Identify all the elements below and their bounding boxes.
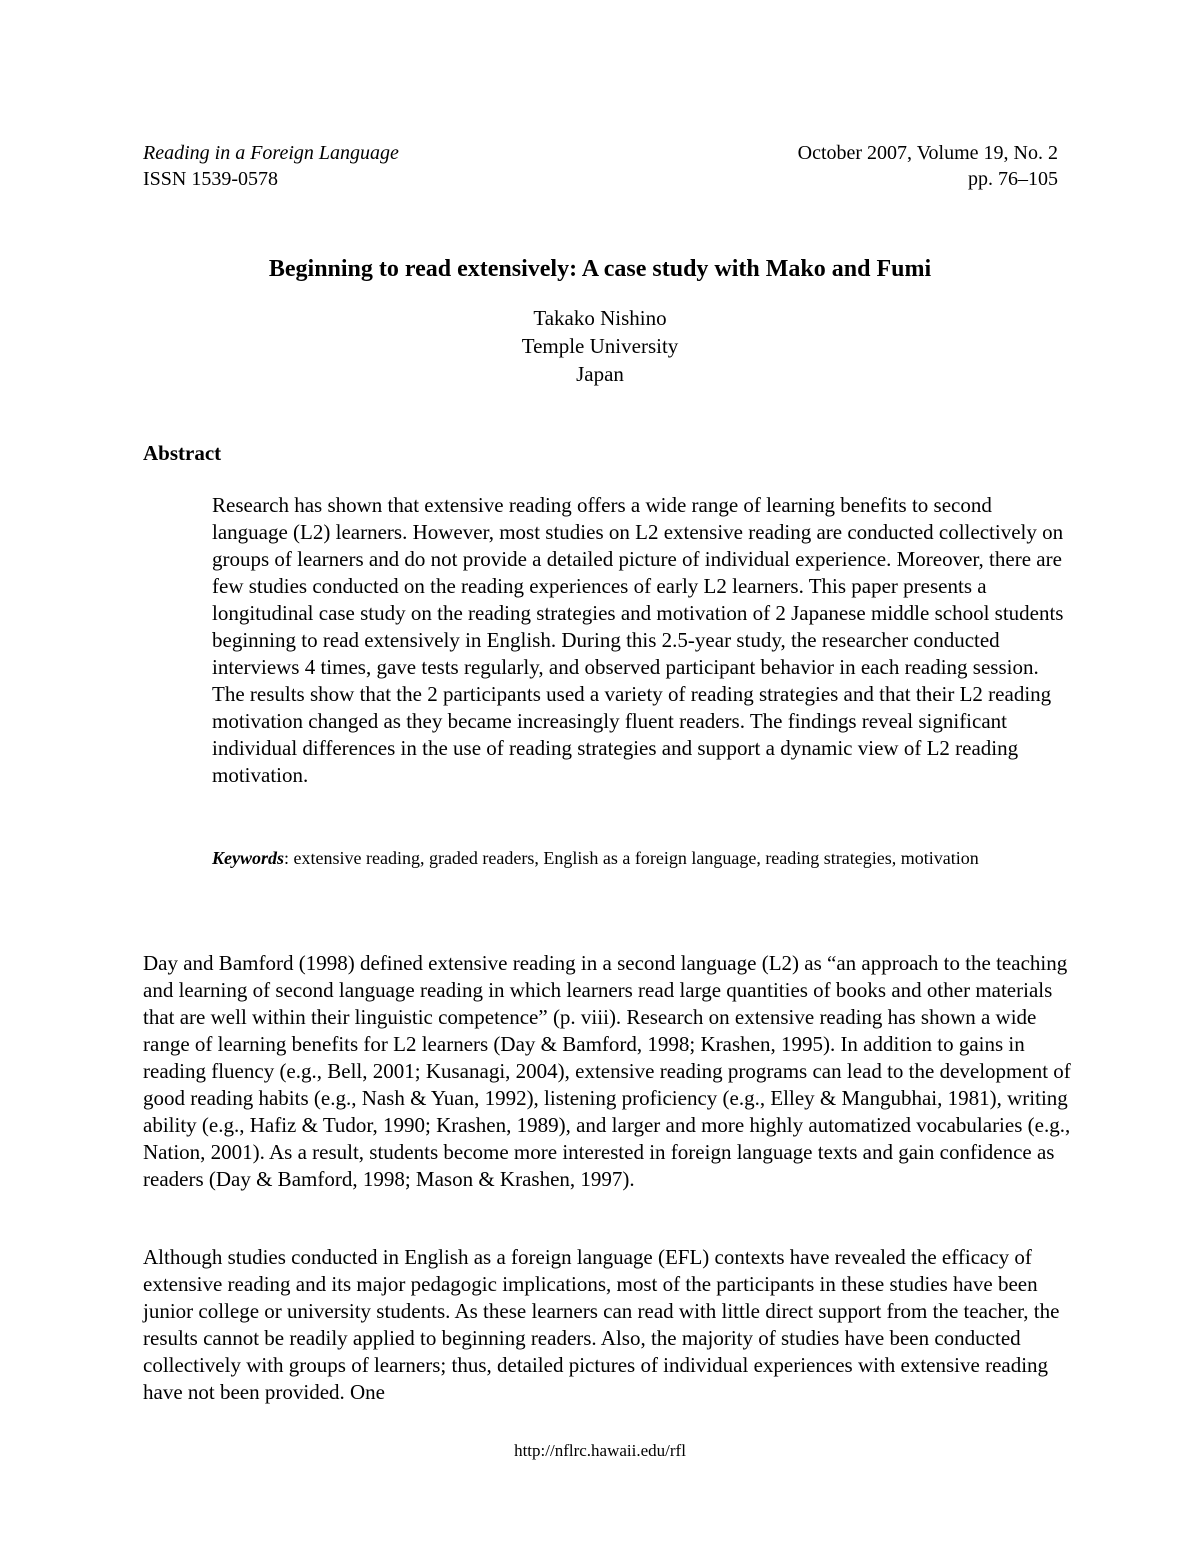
author-name: Takako Nishino: [533, 306, 667, 330]
author-block: [0, 304, 1200, 388]
abstract-heading: Abstract: [143, 441, 222, 465]
running-header-top: [143, 140, 1058, 166]
footer-url[interactable]: http://nflrc.hawaii.edu/rfl: [514, 1441, 686, 1460]
keywords-label: Keywords: [212, 848, 284, 868]
page-range: pp. 76–105: [968, 168, 1058, 190]
issn: ISSN 1539-0578: [143, 168, 279, 190]
keywords-list: : extensive reading, graded readers, English as a foreign language, reading strategies, motivation: [284, 848, 979, 868]
running-header-bottom: [143, 166, 1058, 192]
body-paragraph-2: Although studies conducted in English as a foreign language (EFL) contexts have revealed the efficacy of extensive reading and its major pedagogic implications, most of the participants in these studies have been junior college or university students. As these learners can read with little direct support from the teacher, the results cannot be readily applied to beginning readers. Also, the majority of studies have been conducted collectively with groups of learners; thus, detailed pictures of individual experiences with extensive reading have not been provided. One: [143, 1245, 1060, 1404]
author-country: Japan: [576, 362, 624, 386]
keywords: [212, 845, 1062, 871]
issue-info: October 2007, Volume 19, No. 2: [797, 142, 1058, 164]
journal-name: Reading in a Foreign Language: [143, 142, 399, 164]
abstract-text: Research has shown that extensive reading offers a wide range of learning benefits to second language (L2) learners. However, most studies on L2 extensive reading are conducted collectively on groups of learners and do not provide a detailed picture of individual experience. Moreover, there are few studies conducted on the reading experiences of early L2 learners. This paper presents a longitudinal case study on the reading strategies and motivation of 2 Japanese middle school students beginning to read extensively in English. During this 2.5-year study, the researcher conducted interviews 4 times, gave tests regularly, and observed participant behavior in each reading session. The results show that the 2 participants used a variety of reading strategies and that their L2 reading motivation changed as they became increasingly fluent readers. The findings reveal significant individual differences in the use of reading strategies and support a dynamic view of L2 reading motivation.: [212, 493, 1064, 787]
author-affiliation: Temple University: [521, 334, 679, 358]
article-title: Beginning to read extensively: A case study with Mako and Fumi: [268, 256, 932, 282]
body-paragraph-1: Day and Bamford (1998) defined extensive reading in a second language (L2) as “an approach to the teaching and learning of second language reading in which learners read large quantities of books and other materials that are well within their linguistic competence” (p. viii). Research on extensive reading has shown a wide range of learning benefits for L2 learners (Day & Bamford, 1998; Krashen, 1995). In addition to gains in reading fluency (e.g., Bell, 2001; Kusanagi, 2004), extensive reading programs can lead to the development of good reading habits (e.g., Nash & Yuan, 1992), listening proficiency (e.g., Elley & Mangubhai, 1981), writing ability (e.g., Hafiz & Tudor, 1990; Krashen, 1989), and larger and more highly automatized vocabularies (e.g., Nation, 2001). As a result, students become more interested in foreign language texts and gain confidence as readers (Day & Bamford, 1998; Mason & Krashen, 1997).: [143, 951, 1071, 1191]
